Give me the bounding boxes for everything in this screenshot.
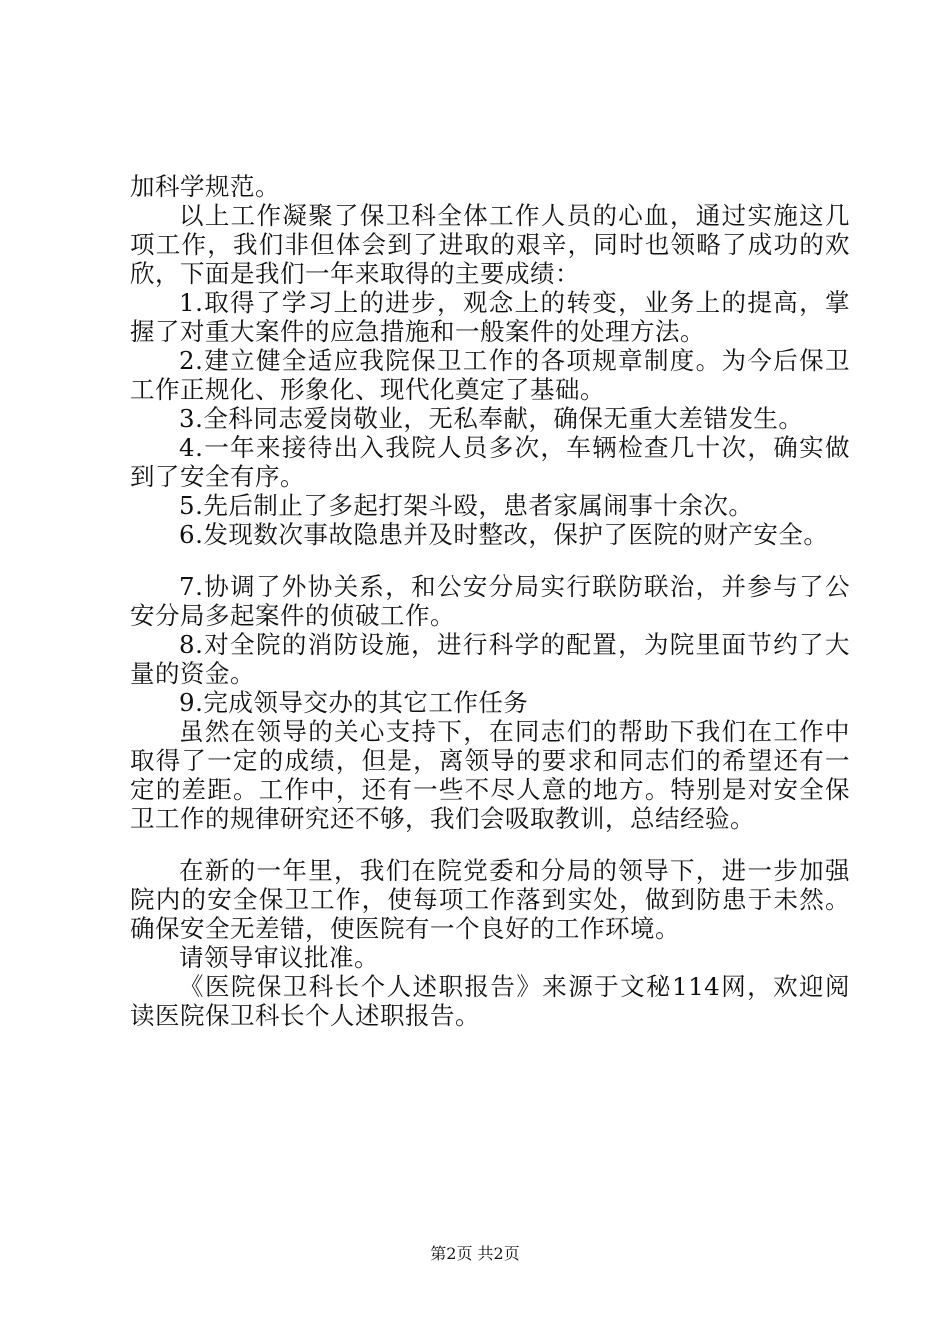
paragraph-intro: 以上工作凝聚了保卫科全体工作人员的心血，通过实施这几项工作，我们非但体会到了进取的艰辛，同时也领略了成功的欢欣，下面是我们一年来取得的主要成绩：	[130, 201, 850, 288]
achievement-item-9: 9.完成领导交办的其它工作任务	[179, 688, 529, 717]
achievement-item-6: 6.发现数次事故隐患并及时整改，保护了医院的财产安全。	[179, 520, 829, 549]
paragraph-shortcomings: 虽然在领导的关心支持下，在同志们的帮助下我们在工作中取得了一定的成绩，但是，离领导的要求和同志们的希望还有一定的差距。工作中，还有一些不尽人意的地方。特别是对安全保卫工作的规律研究还不够，我们会吸取教训，总结经验。	[130, 717, 850, 833]
achievement-item-2: 2.建立健全适应我院保卫工作的各项规章制度。为今后保卫工作正规化、形象化、现代化奠定了基础。	[130, 346, 850, 404]
paragraph-source-note: 《医院保卫科长个人述职报告》来源于文秘114网，欢迎阅读医院保卫科长个人述职报告。	[130, 972, 850, 1030]
achievement-item-3: 3.全科同志爱岗敬业，无私奉献，确保无重大差错发生。	[179, 404, 804, 433]
paragraph-continuation: 加科学规范。	[130, 172, 280, 201]
achievement-item-5: 5.先后制止了多起打架斗殴，患者家属闹事十余次。	[179, 491, 754, 520]
page-footer	[0, 1244, 950, 1264]
page-number: 第2页 共2页	[430, 1244, 520, 1263]
achievement-item-7: 7.协调了外协关系，和公安分局实行联防联治，并参与了公安分局多起案件的侦破工作。	[130, 572, 850, 630]
document-body	[130, 172, 850, 1030]
paragraph-outlook: 在新的一年里，我们在院党委和分局的领导下，进一步加强院内的安全保卫工作，使每项工作落到实处，做到防患于未然。确保安全无差错，使医院有一个良好的工作环境。	[130, 856, 850, 943]
achievement-item-8: 8.对全院的消防设施，进行科学的配置，为院里面节约了大量的资金。	[130, 630, 850, 688]
paragraph-request: 请领导审议批准。	[179, 943, 379, 972]
achievement-item-4: 4.一年来接待出入我院人员多次，车辆检查几十次，确实做到了安全有序。	[130, 433, 850, 491]
achievement-item-1: 1.取得了学习上的进步，观念上的转变，业务上的提高，掌握了对重大案件的应急措施和一般案件的处理方法。	[130, 288, 850, 346]
